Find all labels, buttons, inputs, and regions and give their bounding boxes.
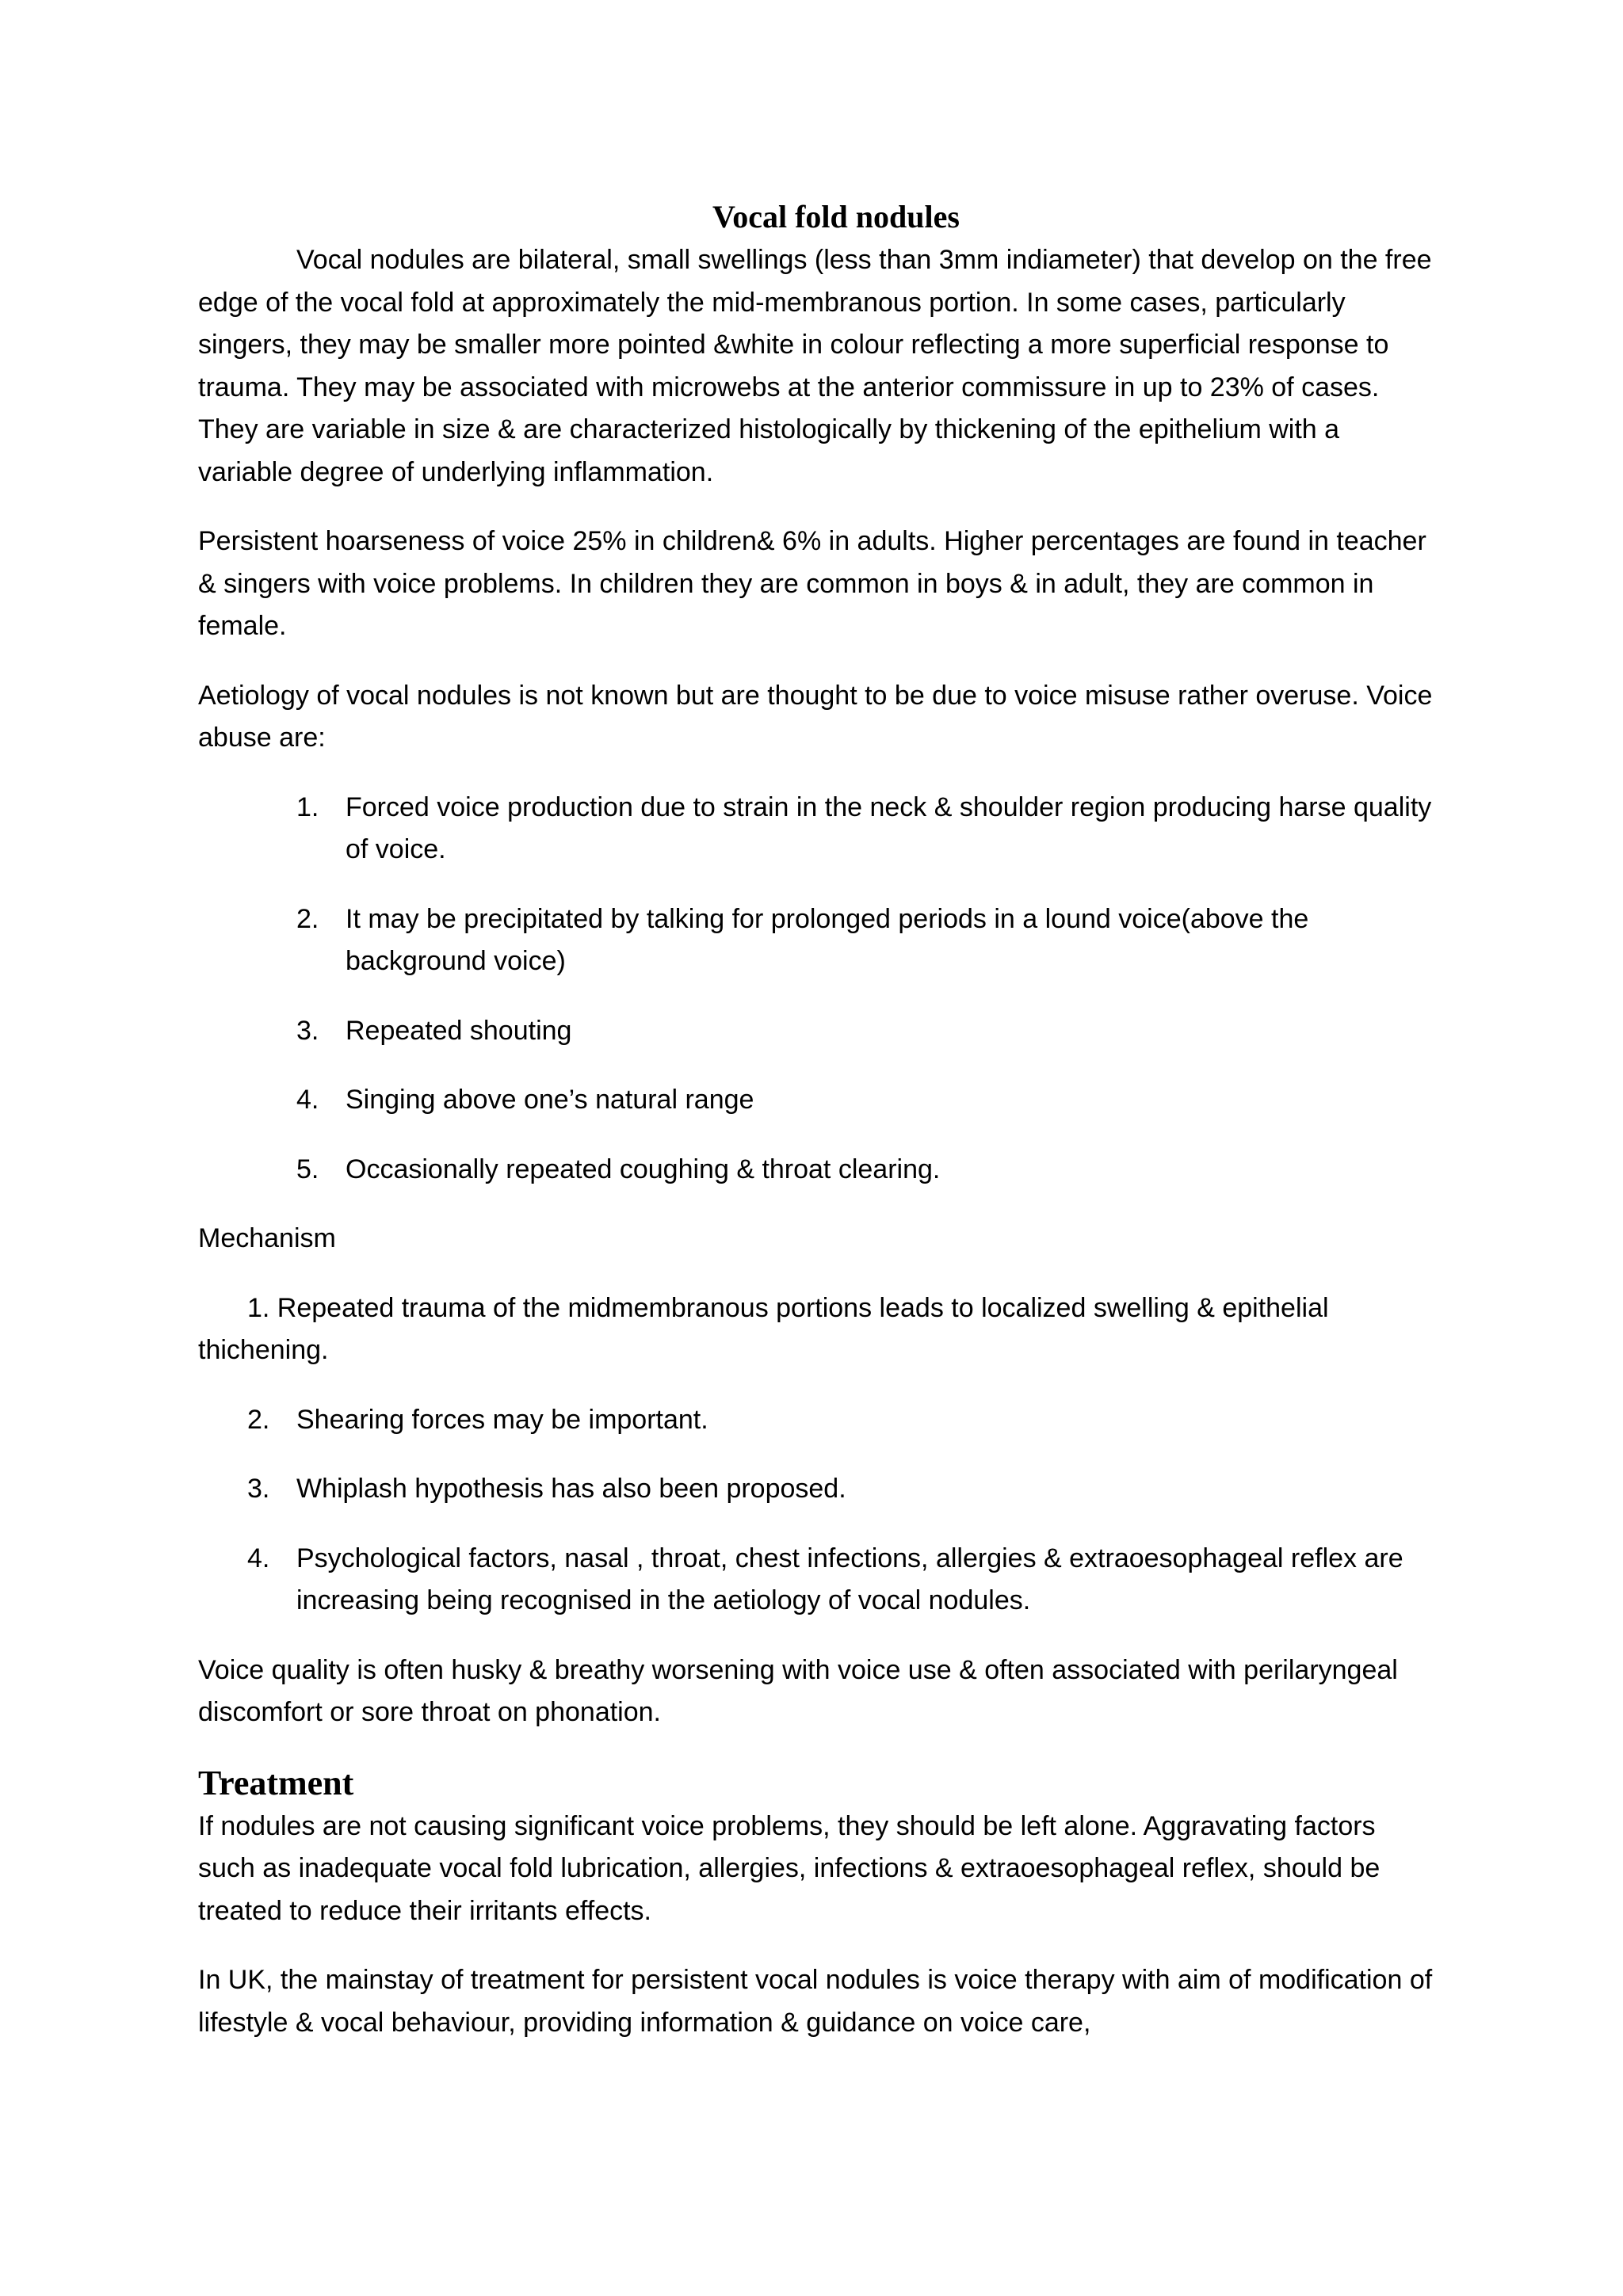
document-body bbox=[198, 195, 1434, 2071]
list-item bbox=[198, 1149, 1434, 1192]
list-number: 2. bbox=[247, 1404, 270, 1435]
treatment-paragraph-2: In UK, the mainstay of treatment for persistent vocal nodules is voice therapy with aim of modification of lifestyle & vocal behaviour, providing information & guidance on voice care, bbox=[198, 1965, 1433, 2038]
list-number: 3. bbox=[296, 1015, 319, 1046]
list-item-text: Whiplash hypothesis has also been proposed. bbox=[296, 1474, 846, 1504]
list-item-text: It may be precipitated by talking for prolonged periods in a lound voice(above the background voice) bbox=[346, 903, 1309, 976]
list-item bbox=[198, 1538, 1434, 1623]
list-item bbox=[198, 1010, 1434, 1053]
treatment-heading: Treatment bbox=[198, 1763, 354, 1802]
list-item bbox=[198, 898, 1434, 983]
prevalence-paragraph: Persistent hoarseness of voice 25% in children& 6% in adults. Higher percentages are found in teacher & singers with voice problems. In children they are common in boys & in adult, they are common in female. bbox=[198, 526, 1426, 641]
list-item-text: Forced voice production due to strain in the neck & shoulder region producing harse quality of voice. bbox=[346, 791, 1432, 864]
treatment-paragraph-1: If nodules are not causing significant voice problems, they should be left alone. Aggravating factors such as inadequate vocal fold lubrication, allergies, infections & extraoesophageal reflex, should be treated to reduce their irritants effects. bbox=[198, 1810, 1381, 1926]
mechanism-first-item: 1. Repeated trauma of the midmembranous portions leads to localized swelling & epithelial thichening. bbox=[198, 1292, 1329, 1365]
voice-abuse-list bbox=[198, 787, 1434, 1192]
mechanism-label: Mechanism bbox=[198, 1223, 336, 1253]
list-item bbox=[198, 1468, 1434, 1511]
list-number: 4. bbox=[247, 1543, 270, 1573]
list-number: 5. bbox=[296, 1154, 319, 1184]
list-number: 1. bbox=[296, 791, 319, 822]
list-item-text: Repeated shouting bbox=[346, 1015, 572, 1046]
list-number: 2. bbox=[296, 903, 319, 934]
list-number: 4. bbox=[296, 1085, 319, 1115]
list-item bbox=[198, 1399, 1434, 1442]
list-item-text: Occasionally repeated coughing & throat clearing. bbox=[346, 1154, 941, 1184]
voice-quality-paragraph: Voice quality is often husky & breathy worsening with voice use & often associated with perilaryngeal discomfort or sore throat on phonation. bbox=[198, 1654, 1398, 1727]
list-item bbox=[198, 1079, 1434, 1122]
list-item-text: Singing above one’s natural range bbox=[346, 1085, 754, 1115]
aetiology-paragraph: Aetiology of vocal nodules is not known but are thought to be due to voice misuse rather overuse. Voice abuse are: bbox=[198, 680, 1433, 753]
intro-paragraph: Vocal nodules are bilateral, small swellings (less than 3mm indiameter) that develop on the free edge of the vocal fold at approximately the mid-membranous portion. In some cases, particularly singers, they may be smaller more pointed &white in colour reflecting a more superficial response to trauma. They may be associated with microwebs at the anterior commissure in up to 23% of cases. They are variable in size & are characterized histologically by thickening of the epithelium with a variable degree of underlying inflammation. bbox=[198, 245, 1432, 487]
list-item-text: Shearing forces may be important. bbox=[296, 1404, 708, 1435]
list-item bbox=[198, 787, 1434, 871]
list-item-text: Psychological factors, nasal , throat, chest infections, allergies & extraoesophageal reflex are increasing being recognised in the aetiology of vocal nodules. bbox=[296, 1543, 1403, 1615]
mechanism-list bbox=[198, 1399, 1434, 1623]
page-title: Vocal fold nodules bbox=[712, 199, 960, 235]
list-number: 3. bbox=[247, 1474, 270, 1504]
